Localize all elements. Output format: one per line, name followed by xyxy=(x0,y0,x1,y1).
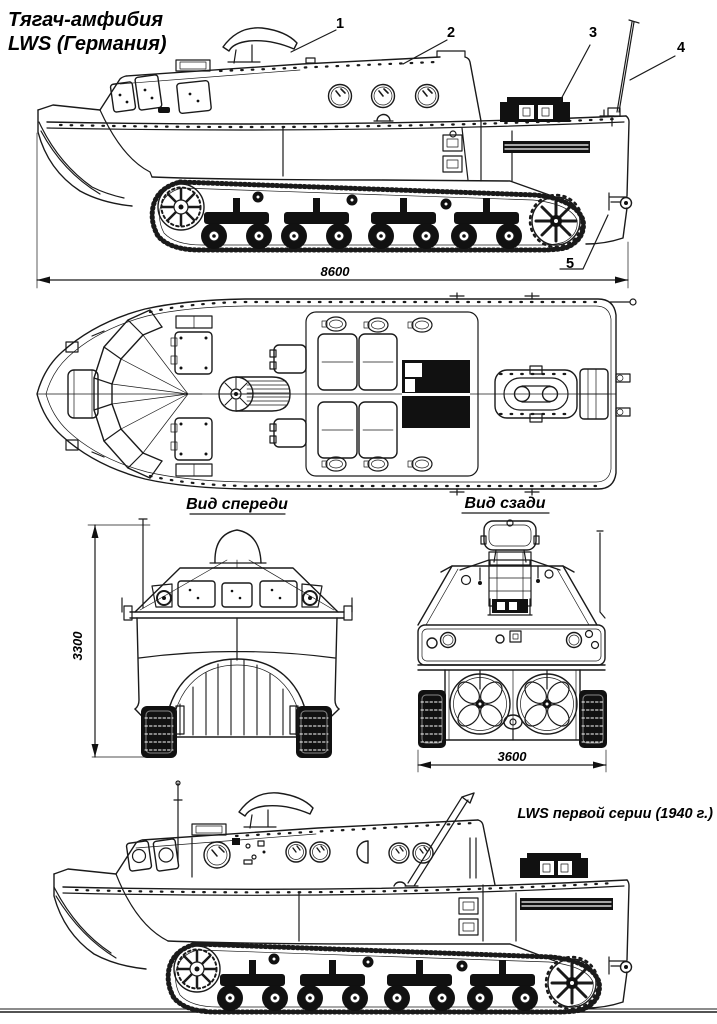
callout-4: 4 xyxy=(676,40,686,56)
view-label-rear: Вид сзади xyxy=(464,495,546,512)
dimension-length-value: 8600 xyxy=(320,264,350,279)
view-label-front: Вид спереди xyxy=(186,496,288,513)
drawing-title-line2: LWS (Германия) xyxy=(8,33,167,55)
front-view-drawing xyxy=(88,519,352,758)
callout-2: 2 xyxy=(446,25,456,41)
dimension-height-value: 3300 xyxy=(70,631,85,661)
view-label-early-series: LWS первой серии (1940 г.) xyxy=(517,806,713,822)
dimension-width-value: 3600 xyxy=(497,749,527,764)
callout-3: 3 xyxy=(588,25,598,41)
callout-1: 1 xyxy=(335,16,345,32)
top-view-drawing xyxy=(37,293,636,495)
drawing-title-line1: Тягач-амфибия xyxy=(8,9,164,31)
label-underlines xyxy=(190,513,549,514)
callout-5: 5 xyxy=(565,256,575,272)
rear-view-drawing xyxy=(418,520,607,772)
